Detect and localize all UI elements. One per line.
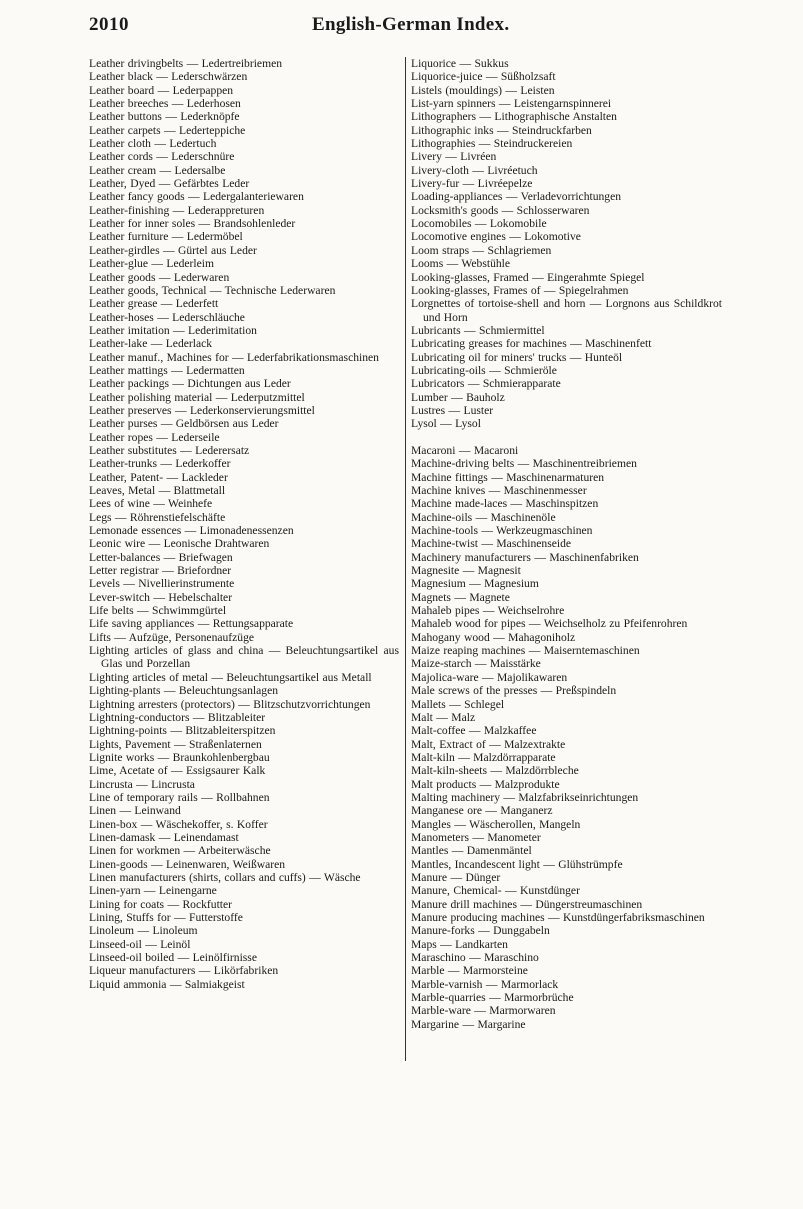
index-entry: Leather-trunks — Lederkoffer (89, 457, 231, 471)
index-entry: Lining, Stuffs for — Futterstoffe (89, 911, 243, 924)
index-entry: Machine-oils — Maschinenöle (411, 510, 556, 524)
index-entry: Macaroni — Macaroni (411, 443, 519, 457)
index-entry: Locksmith's goods — Schlosserwaren (411, 203, 590, 217)
index-entry: Lubricating greases for machines — Maschinenfett (411, 337, 652, 351)
index-entry: Male screws of the presses — Preßspindeln (411, 684, 617, 698)
index-entry: Leather, Patent- — Lackleder (89, 470, 228, 484)
index-entry: Leather-lake — Lederlack (89, 337, 213, 351)
index-entry: Liquid ammonia — Salmiakgeist (89, 977, 245, 991)
index-entry: Locomotive engines — Lokomotive (411, 230, 581, 244)
index-entry: Malt-kiln-sheets — Malzdörrbleche (411, 764, 579, 778)
index-entry: Leather purses — Geldbörsen aus Leder (89, 417, 279, 431)
index-entry: Mantles — Damenmäntel (411, 844, 532, 858)
index-entry: Lees of wine — Weinhefe (89, 497, 213, 511)
index-entry: Manure producing machines — Kunstdüngerfabriksmaschinen (411, 911, 705, 924)
index-entry: Mantles, Incandescent light — Glühstrümpfe (411, 857, 623, 871)
index-entry: Manganese ore — Manganerz (411, 804, 553, 818)
index-entry: Malting machinery — Malzfabrikseinrichtungen (411, 790, 639, 804)
index-entry: Lights, Pavement — Straßenlaternen (89, 737, 262, 751)
index-entry: Lustres — Luster (411, 403, 494, 417)
index-entry: Leather polishing material — Lederputzmittel (89, 390, 305, 404)
index-entry: Mahaleb pipes — Weichselrohre (411, 604, 565, 618)
index-entry: Looking-glasses, Framed — Eingerahmte Spiegel (411, 270, 645, 284)
index-entry: Linen manufacturers (shirts, collars and cuffs) — Wäsche (89, 870, 361, 884)
index-entry: Listels (mouldings) — Leisten (411, 83, 555, 97)
index-entry: Maize-starch — Maisstärke (411, 657, 541, 671)
index-entry: Machinery manufacturers — Maschinenfabriken (411, 550, 639, 564)
index-entry: Locomobiles — Lokomobile (411, 217, 547, 231)
index-entry: Lifts — Aufzüge, Personenaufzüge (89, 630, 255, 644)
index-entry: Machine-driving belts — Maschinentreibriemen (411, 457, 637, 471)
index-entry: Life saving appliances — Rettungsapparate (89, 617, 294, 631)
index-entry: Machine fittings — Maschinenarmaturen (411, 470, 605, 484)
index-entry: Leather-hoses — Lederschläuche (89, 310, 245, 324)
index-entry: Malt, Extract of — Malzextrakte (411, 737, 566, 751)
index-entry: Leather goods, Technical — Technische Lederwaren (89, 283, 336, 297)
index-entry: Leather cream — Ledersalbe (89, 163, 226, 177)
index-entry: Leather for inner soles — Brandsohlenleder (89, 217, 296, 231)
index-entry: Lever-switch — Hebelschalter (89, 590, 233, 604)
section-gap (411, 431, 722, 444)
index-entry: Leather buttons — Lederknöpfe (89, 110, 240, 124)
index-entry: Lightning-points — Blitzableiterspitzen (89, 724, 276, 738)
index-entry: Leather carpets — Lederteppiche (89, 123, 246, 137)
index-entry: Marble — Marmorsteine (411, 964, 528, 978)
index-entry: Leather fancy goods — Ledergalanteriewaren (89, 190, 304, 204)
index-column-right (411, 57, 722, 1031)
index-entry: Lighting articles of metal — Beleuchtungsartikel aus Metall (89, 670, 372, 684)
index-entry: Magnets — Magnete (411, 590, 510, 604)
index-entry: Loading-appliances — Verladevorrichtungen (411, 190, 622, 204)
index-entry: Leather manuf., Machines for — Lederfabrikationsmaschinen (89, 350, 379, 364)
index-entry: Lightning arresters (protectors) — Blitzschutzvorrichtungen (89, 697, 371, 711)
index-entry: Lumber — Bauholz (411, 390, 505, 404)
index-entry: Livery-fur — Livréepelze (411, 177, 533, 191)
index-entry: Mallets — Schlegel (411, 697, 505, 711)
index-entry: Leaves, Metal — Blattmetall (89, 484, 226, 497)
page-title: English-German Index. (312, 14, 510, 35)
index-entry: Letter registrar — Briefordner (89, 564, 232, 578)
index-entry: Livery-cloth — Livréetuch (411, 163, 538, 177)
index-entry: Liquorice-juice — Süßholzsaft (411, 70, 556, 84)
index-entry: Leather goods — Lederwaren (89, 270, 230, 284)
index-entry: Leather black — Lederschwärzen (89, 70, 248, 84)
index-entry: Linseed-oil — Leinöl (89, 937, 191, 951)
index-entry: Lubricating-oils — Schmieröle (411, 363, 557, 377)
index-entry: Lignite works — Braunkohlenbergbau (89, 750, 270, 764)
index-entry: Letter-balances — Briefwagen (89, 550, 233, 564)
index-entry: Machine made-laces — Maschinspitzen (411, 497, 599, 511)
index-entry: Lorgnettes of tortoise-shell and horn — Lorgnons aus Schildkrot und Horn (411, 297, 722, 324)
index-entry: Leather furniture — Ledermöbel (89, 230, 243, 244)
index-entry: Leather-girdles — Gürtel aus Leder (89, 243, 257, 257)
index-entry: Leather cords — Lederschnüre (89, 150, 235, 164)
index-entry: Magnesium — Magnesium (411, 577, 539, 591)
index-entry: Linen-box — Wäschekoffer, s. Koffer (89, 817, 268, 831)
index-entry: Lubricants — Schmiermittel (411, 323, 545, 337)
index-entry: Malt — Malz (411, 710, 476, 724)
index-entry: Linoleum — Linoleum (89, 924, 198, 938)
index-entry: Manure, Chemical- — Kunstdünger (411, 884, 580, 898)
index-entry: Linen-damask — Leinendamast (89, 830, 239, 844)
index-entry: Leather drivingbelts — Ledertreibriemen (89, 57, 283, 70)
index-entry: Lithographic inks — Steindruckfarben (411, 123, 592, 137)
index-entry: Mangles — Wäscherollen, Mangeln (411, 817, 581, 831)
index-entry: Maraschino — Maraschino (411, 951, 539, 965)
index-entry: Loom straps — Schlagriemen (411, 243, 552, 257)
index-entry: Linen — Leinwand (89, 804, 181, 818)
index-entry: Leather ropes — Lederseile (89, 430, 220, 444)
index-entry: Lining for coats — Rockfutter (89, 897, 233, 911)
index-entry: Leather cloth — Ledertuch (89, 137, 217, 151)
index-entry: Leather-finishing — Lederappreturen (89, 203, 265, 217)
index-entry: Linen-yarn — Leinengarne (89, 884, 217, 898)
page-number: 2010 (89, 14, 129, 35)
index-entry: Levels — Nivellierinstrumente (89, 577, 235, 591)
index-entry: Lincrusta — Lincrusta (89, 777, 195, 791)
index-entry: Leather, Dyed — Gefärbtes Leder (89, 177, 250, 191)
index-entry: Leather-glue — Lederleim (89, 257, 215, 271)
index-entry: Majolica-ware — Majolikawaren (411, 670, 568, 684)
index-entry: Mahaleb wood for pipes — Weichselholz zu Pfeifenrohren (411, 617, 688, 631)
index-entry: Lemonade essences — Limonadenessenzen (89, 524, 294, 538)
index-entry: Manometers — Manometer (411, 830, 541, 844)
index-entry: Line of temporary rails — Rollbahnen (89, 790, 270, 804)
index-column-left (89, 57, 399, 991)
index-entry: Lysol — Lysol (411, 417, 481, 431)
index-entry: Lighting-plants — Beleuchtungsanlagen (89, 684, 279, 698)
index-entry: Leather packings — Dichtungen aus Leder (89, 377, 291, 391)
index-entry: Mahogany wood — Mahagoniholz (411, 630, 576, 644)
column-divider (405, 57, 406, 1061)
index-entry: Leather imitation — Lederimitation (89, 323, 257, 337)
index-entry: Leather substitutes — Lederersatz (89, 443, 250, 457)
index-entry: Looms — Webstühle (411, 257, 511, 271)
index-entry: Lightning-conductors — Blitzableiter (89, 710, 266, 724)
index-entry: Marble-quarries — Marmorbrüche (411, 991, 574, 1005)
index-entry: Life belts — Schwimmgürtel (89, 604, 227, 618)
index-entry: Lithographies — Steindruckereien (411, 137, 573, 151)
index-entry: Malt-coffee — Malzkaffee (411, 724, 537, 738)
index-entry: Maize reaping machines — Maiserntemaschinen (411, 644, 640, 658)
index-entry: Leonic wire — Leonische Drahtwaren (89, 537, 270, 551)
index-entry: Leather grease — Lederfett (89, 297, 219, 311)
index-entry: Lighting articles of glass and china — Beleuchtungsartikel aus Glas und Porzellan (89, 644, 399, 671)
index-entry: Legs — Röhrenstiefelschäfte (89, 510, 226, 524)
index-entry: Manure — Dünger (411, 870, 501, 884)
index-entry: Margarine — Margarine (411, 1017, 526, 1031)
index-entry: Looking-glasses, Frames of — Spiegelrahmen (411, 283, 629, 297)
index-entry: Lithographers — Lithographische Anstalten (411, 110, 617, 124)
index-entry: Marble-ware — Marmorwaren (411, 1004, 556, 1018)
index-entry: Manure drill machines — Düngerstreumaschinen (411, 897, 643, 911)
index-entry: Leather breeches — Lederhosen (89, 97, 241, 111)
index-entry: Maps — Landkarten (411, 937, 508, 951)
index-entry: Malt-kiln — Malzdörrapparate (411, 750, 556, 764)
index-entry: Linen for workmen — Arbeiterwäsche (89, 844, 271, 858)
index-entry: Machine-tools — Werkzeugmaschinen (411, 524, 593, 538)
index-entry: Magnesite — Magnesit (411, 564, 521, 578)
index-entry: Lime, Acetate of — Essigsaurer Kalk (89, 764, 266, 778)
index-entry: Malt products — Malzprodukte (411, 777, 560, 791)
index-entry: Liquorice — Sukkus (411, 57, 509, 70)
index-entry: Linen-goods — Leinenwaren, Weißwaren (89, 857, 286, 871)
index-entry: Linseed-oil boiled — Leinölfirnisse (89, 951, 257, 965)
index-entry: Livery — Livréen (411, 150, 497, 164)
index-entry: List-yarn spinners — Leistengarnspinnerei (411, 97, 612, 111)
index-entry: Machine-twist — Maschinenseide (411, 537, 572, 551)
index-entry: Lubricators — Schmierapparate (411, 377, 561, 391)
index-entry: Liqueur manufacturers — Likörfabriken (89, 964, 279, 978)
index-entry: Manure-forks — Dunggabeln (411, 924, 550, 938)
index-entry: Leather preserves — Lederkonservierungsmittel (89, 403, 315, 417)
index-entry: Leather board — Lederpappen (89, 83, 234, 97)
index-entry: Leather mattings — Ledermatten (89, 363, 245, 377)
index-entry: Marble-varnish — Marmorlack (411, 977, 559, 991)
index-entry: Machine knives — Maschinenmesser (411, 484, 587, 497)
index-entry: Lubricating oil for miners' trucks — Hunteöl (411, 350, 623, 364)
